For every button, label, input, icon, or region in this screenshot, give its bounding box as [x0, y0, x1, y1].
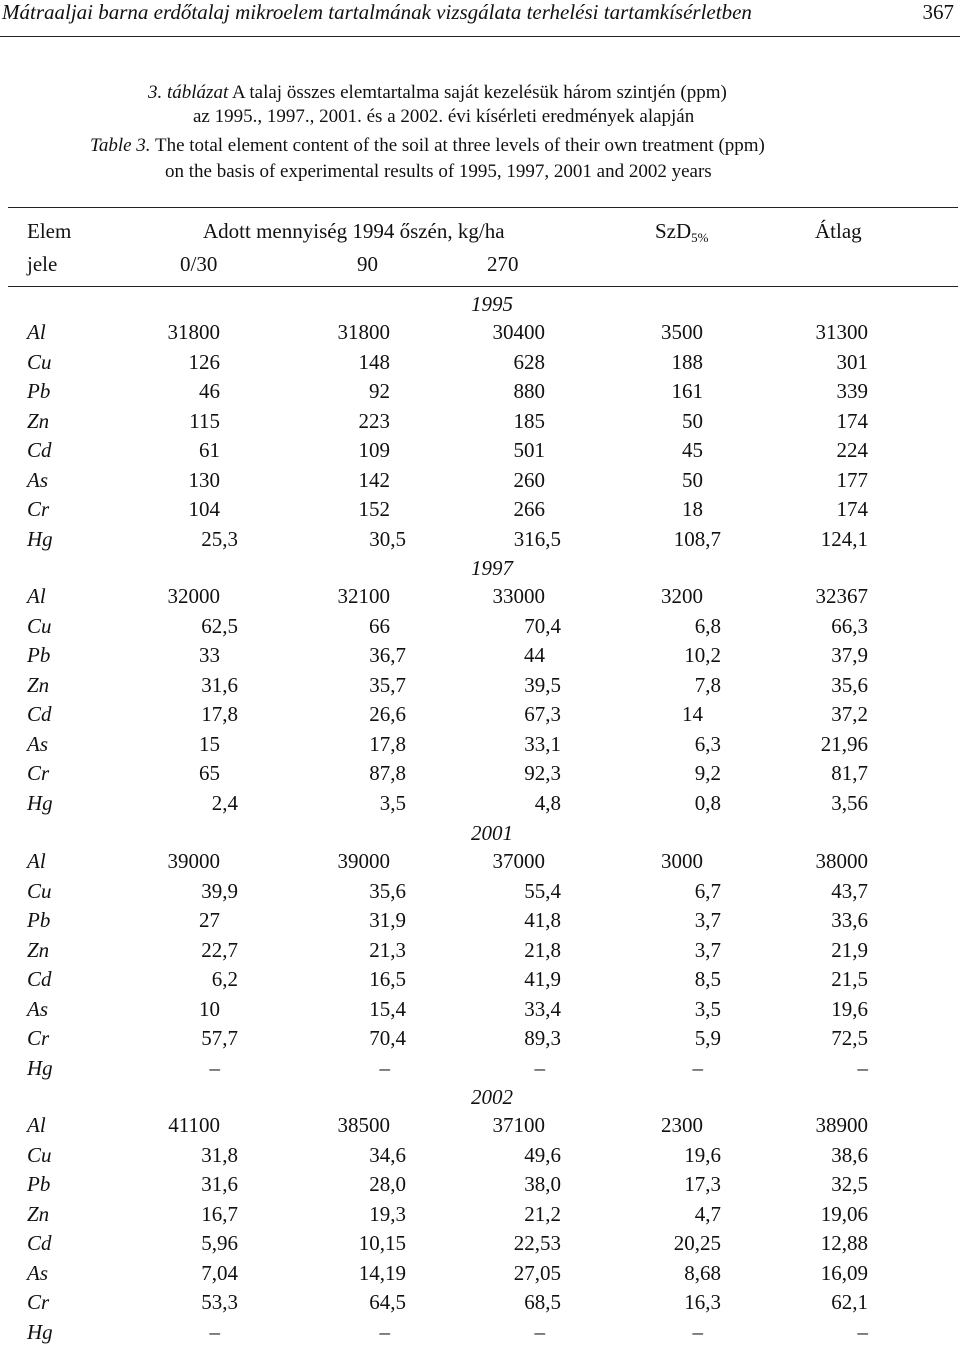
- element-symbol: Al: [27, 849, 46, 873]
- table-row: [0, 732, 960, 761]
- table-cell: 72,5: [831, 1026, 868, 1050]
- table-cell: 316,5: [513, 526, 561, 551]
- table-cell: 7,8: [694, 672, 721, 697]
- table-cell: 6,3: [694, 731, 721, 756]
- year-label: 1997: [471, 556, 513, 580]
- table-cell: 4,7: [694, 1201, 721, 1226]
- table-row: [0, 673, 960, 702]
- element-symbol: Zn: [27, 1201, 50, 1226]
- table-cell: 68,5: [524, 1290, 561, 1314]
- table-cell: 87,8: [369, 761, 406, 785]
- table-row: [0, 438, 960, 467]
- table-cell: 62,1: [831, 1290, 868, 1314]
- table-cell: –: [379, 1055, 390, 1080]
- table-cell: 19,06: [820, 1201, 868, 1226]
- caption-en-label: Table 3.: [90, 135, 151, 156]
- table-row: [0, 1113, 960, 1142]
- table-row: [0, 908, 960, 937]
- table-cell: 41100: [168, 1113, 220, 1137]
- table-cell: 4,8: [534, 790, 561, 815]
- table-cell: –: [534, 1319, 545, 1344]
- table-cell: 39,9: [201, 878, 238, 903]
- table-cell: 3,7: [694, 937, 721, 962]
- element-symbol: Al: [27, 1113, 46, 1137]
- element-symbol: As: [27, 1260, 48, 1285]
- table-cell: 104: [188, 497, 220, 521]
- table-cell: 124,1: [820, 526, 868, 551]
- element-symbol: Cr: [27, 497, 50, 521]
- table-cell: 16,5: [369, 967, 406, 991]
- table-cell: 21,96: [820, 731, 868, 756]
- table-cell: 8,68: [684, 1260, 721, 1285]
- element-symbol: Cu: [27, 349, 52, 374]
- element-symbol: Al: [27, 584, 46, 608]
- table-cell: 17,8: [369, 731, 406, 756]
- table-cell: 38,6: [831, 1142, 868, 1167]
- table-cell: 6,7: [694, 878, 721, 903]
- table-cell: 92: [369, 379, 390, 403]
- table-cell: 17,8: [201, 702, 238, 726]
- table-row: [0, 967, 960, 996]
- table-cell: –: [692, 1055, 703, 1080]
- table-row: [0, 938, 960, 967]
- table-row: [0, 1202, 960, 1231]
- table-cell: 109: [358, 438, 390, 462]
- table-cell: 39000: [167, 849, 220, 873]
- table-row: [0, 350, 960, 379]
- table-header-rule: [8, 286, 958, 287]
- table-cell: 12,88: [820, 1231, 868, 1255]
- element-symbol: Pb: [27, 1172, 51, 1196]
- col-header-level-2: 270: [487, 252, 519, 276]
- element-symbol: Hg: [27, 790, 53, 815]
- table-cell: 3,5: [379, 790, 406, 815]
- table-cell: 31,8: [201, 1142, 238, 1167]
- element-symbol: Hg: [27, 1055, 53, 1080]
- table-cell: 22,7: [201, 937, 238, 962]
- element-symbol: As: [27, 731, 48, 756]
- table-cell: 38900: [815, 1113, 868, 1137]
- table-cell: 3500: [661, 320, 703, 344]
- element-symbol: Hg: [27, 526, 53, 551]
- running-header: [0, 0, 960, 37]
- table-row: [0, 761, 960, 790]
- col-header-jele: jele: [27, 252, 58, 276]
- element-symbol: Cd: [27, 438, 52, 462]
- table-row: [0, 468, 960, 497]
- col-header-szd-text: SzD: [655, 219, 692, 243]
- table-cell: 66: [369, 613, 390, 638]
- table-row: [0, 791, 960, 820]
- table-row: [0, 320, 960, 349]
- table-cell: 3,56: [831, 790, 868, 815]
- table-cell: 37,9: [831, 643, 868, 667]
- table-cell: 53,3: [201, 1290, 238, 1314]
- table-cell: 46: [199, 379, 220, 403]
- table-cell: 61: [199, 438, 220, 462]
- element-symbol: As: [27, 996, 48, 1021]
- table-cell: 10: [199, 996, 220, 1021]
- table-cell: 50: [682, 467, 703, 492]
- table-cell: –: [379, 1319, 390, 1344]
- caption-hu-line-2: az 1995., 1997., 2001. és a 2002. évi kísérleti eredmények alapján: [193, 106, 695, 127]
- table-row: [0, 849, 960, 878]
- caption-en-line-1: [90, 135, 765, 157]
- table-cell: 28,0: [369, 1172, 406, 1196]
- table-row: [0, 702, 960, 731]
- table-cell: 33: [199, 643, 220, 667]
- table-row: [0, 1261, 960, 1290]
- table-cell: 19,6: [684, 1142, 721, 1167]
- table-row: [0, 643, 960, 672]
- table-cell: 37,2: [831, 702, 868, 726]
- table-cell: 21,5: [831, 967, 868, 991]
- table-row: [0, 497, 960, 526]
- table-cell: 224: [836, 438, 868, 462]
- table-cell: 33,6: [831, 908, 868, 932]
- table-cell: 27: [199, 908, 220, 932]
- table-cell: –: [692, 1319, 703, 1344]
- table-cell: 32,5: [831, 1172, 868, 1196]
- table-cell: 38,0: [524, 1172, 561, 1196]
- table-cell: 115: [189, 408, 220, 433]
- table-cell: 5,96: [201, 1231, 238, 1255]
- year-label: 2002: [471, 1085, 513, 1109]
- table-cell: 33,4: [524, 996, 561, 1021]
- table-cell: 174: [836, 408, 868, 433]
- table-cell: 152: [358, 497, 390, 521]
- table-cell: –: [857, 1319, 868, 1344]
- table-cell: 70,4: [369, 1026, 406, 1050]
- element-symbol: Pb: [27, 908, 51, 932]
- table-cell: 44: [524, 643, 545, 667]
- table-cell: 31800: [337, 320, 390, 344]
- table-row: [0, 879, 960, 908]
- table-cell: 49,6: [524, 1142, 561, 1167]
- table-cell: 65: [199, 761, 220, 785]
- table-cell: 628: [513, 349, 545, 374]
- table-cell: 19,6: [831, 996, 868, 1021]
- table-cell: 16,09: [820, 1260, 868, 1285]
- element-symbol: Cr: [27, 1290, 50, 1314]
- caption-en-line-2: on the basis of experimental results of 1995, 1997, 2001 and 2002 years: [165, 161, 712, 182]
- table-cell: 14: [682, 702, 703, 726]
- table-cell: 3,5: [694, 996, 721, 1021]
- table-cell: 32367: [815, 584, 868, 608]
- table-cell: 260: [513, 467, 545, 492]
- table-cell: 30,5: [369, 526, 406, 551]
- table-row: [0, 1056, 960, 1085]
- table-cell: 223: [358, 408, 390, 433]
- table-cell: 108,7: [673, 526, 721, 551]
- table-cell: 33000: [492, 584, 545, 608]
- table-cell: 67,3: [524, 702, 561, 726]
- table-cell: 3200: [661, 584, 703, 608]
- table-cell: 15: [199, 731, 220, 756]
- element-symbol: Zn: [27, 672, 50, 697]
- table-cell: 21,2: [524, 1201, 561, 1226]
- table-cell: 2,4: [211, 790, 238, 815]
- table-row: [0, 1172, 960, 1201]
- table-cell: 148: [358, 349, 390, 374]
- table-cell: 81,7: [831, 761, 868, 785]
- table-cell: 3000: [661, 849, 703, 873]
- element-symbol: As: [27, 467, 48, 492]
- table-cell: 37100: [492, 1113, 545, 1137]
- table-cell: 10,2: [684, 643, 721, 667]
- table-cell: 39000: [337, 849, 390, 873]
- table-cell: 50: [682, 408, 703, 433]
- table-cell: 30400: [492, 320, 545, 344]
- element-symbol: Pb: [27, 643, 51, 667]
- table-cell: 0,8: [694, 790, 721, 815]
- table-cell: 142: [358, 467, 390, 492]
- table-cell: 35,7: [369, 672, 406, 697]
- year-label: 1995: [471, 292, 513, 316]
- table-cell: 37000: [492, 849, 545, 873]
- table-cell: 38000: [815, 849, 868, 873]
- table-cell: –: [209, 1055, 220, 1080]
- caption-en-text-1: The total element content of the soil at three levels of their own treatment (ppm): [154, 135, 765, 156]
- table-cell: 21,3: [369, 937, 406, 962]
- table-cell: 21,8: [524, 937, 561, 962]
- table-row: [0, 1143, 960, 1172]
- table-row: [0, 1026, 960, 1055]
- table-cell: 15,4: [369, 996, 406, 1021]
- table-cell: 31,9: [369, 908, 406, 932]
- table-cell: 39,5: [524, 672, 561, 697]
- table-cell: 501: [513, 438, 545, 462]
- col-header-elem: Elem: [27, 219, 72, 243]
- table-cell: 14,19: [358, 1260, 406, 1285]
- element-symbol: Cd: [27, 967, 52, 991]
- table-cell: 43,7: [831, 878, 868, 903]
- table-cell: 33,1: [524, 731, 561, 756]
- table-cell: 45: [682, 438, 703, 462]
- element-symbol: Cu: [27, 878, 52, 903]
- caption-hu-line-1: [148, 82, 727, 104]
- table-cell: 34,6: [369, 1142, 406, 1167]
- table-cell: 188: [671, 349, 703, 374]
- col-header-atlag: Átlag: [815, 219, 862, 243]
- table-cell: 19,3: [369, 1201, 406, 1226]
- table-cell: 41,8: [524, 908, 561, 932]
- table-cell: 70,4: [524, 613, 561, 638]
- table-row: [0, 1231, 960, 1260]
- caption-hu-label: 3. táblázat: [148, 82, 229, 103]
- col-header-level-0: 0/30: [180, 252, 218, 276]
- table-cell: 20,25: [673, 1231, 721, 1255]
- table-cell: –: [857, 1055, 868, 1080]
- element-symbol: Zn: [27, 408, 50, 433]
- running-title: Mátraaljai barna erdőtalaj mikroelem tartalmának vizsgálata terhelési tartamkísérletben: [2, 0, 752, 24]
- table-cell: 126: [188, 349, 220, 374]
- element-symbol: Pb: [27, 379, 51, 403]
- table-cell: 10,15: [358, 1231, 406, 1255]
- table-cell: 185: [513, 408, 545, 433]
- table-cell: 880: [513, 379, 545, 403]
- table-cell: 6,2: [211, 967, 238, 991]
- col-header-szd-sub: 5%: [691, 230, 709, 245]
- table-cell: 17,3: [684, 1172, 721, 1196]
- col-header-adott: Adott mennyiség 1994 őszén, kg/ha: [203, 219, 505, 243]
- table-cell: 31,6: [201, 672, 238, 697]
- table-row: [0, 614, 960, 643]
- table-row: [0, 584, 960, 613]
- table-cell: 55,4: [524, 878, 561, 903]
- table-cell: 89,3: [524, 1026, 561, 1050]
- table-cell: 2300: [661, 1113, 703, 1137]
- table-row: [0, 527, 960, 556]
- table-cell: 177: [836, 467, 868, 492]
- element-symbol: Hg: [27, 1319, 53, 1344]
- table-cell: 26,6: [369, 702, 406, 726]
- element-symbol: Cd: [27, 1231, 52, 1255]
- table-cell: 161: [671, 379, 703, 403]
- table-cell: 16,7: [201, 1201, 238, 1226]
- table-cell: 31,6: [201, 1172, 238, 1196]
- table-cell: 25,3: [201, 526, 238, 551]
- table-cell: 31300: [815, 320, 868, 344]
- table-cell: 57,7: [201, 1026, 238, 1050]
- table-top-rule: [8, 207, 958, 208]
- element-symbol: Cr: [27, 761, 50, 785]
- table-row: [0, 1320, 960, 1349]
- year-label: 2001: [471, 821, 513, 845]
- table-cell: 38500: [337, 1113, 390, 1137]
- table-cell: 22,53: [513, 1231, 561, 1255]
- table-row: [0, 379, 960, 408]
- page-number: 367: [922, 0, 954, 24]
- table-cell: 301: [836, 349, 868, 374]
- table-cell: 6,8: [694, 613, 721, 638]
- table-cell: 27,05: [513, 1260, 561, 1285]
- element-symbol: Cu: [27, 613, 52, 638]
- table-row: [0, 409, 960, 438]
- table-cell: 9,2: [694, 761, 721, 785]
- table-cell: 16,3: [684, 1290, 721, 1314]
- table-cell: 66,3: [831, 613, 868, 638]
- caption-hu-text-1: A talaj összes elemtartalma saját kezelésük három szintjén (ppm): [231, 82, 727, 103]
- table-cell: 32000: [167, 584, 220, 608]
- table-cell: 5,9: [694, 1026, 721, 1050]
- col-header-level-1: 90: [357, 252, 378, 276]
- table-cell: 3,7: [694, 908, 721, 932]
- table-cell: 8,5: [694, 967, 721, 991]
- table-cell: 21,9: [831, 937, 868, 962]
- table-cell: 32100: [337, 584, 390, 608]
- table-cell: 130: [188, 467, 220, 492]
- table-cell: 35,6: [369, 878, 406, 903]
- table-cell: –: [209, 1319, 220, 1344]
- table-row: [0, 997, 960, 1026]
- table-cell: 41,9: [524, 967, 561, 991]
- table-cell: 174: [836, 497, 868, 521]
- table-cell: 266: [513, 497, 545, 521]
- element-symbol: Cu: [27, 1142, 52, 1167]
- table-cell: 339: [836, 379, 868, 403]
- table-cell: 31800: [167, 320, 220, 344]
- element-symbol: Zn: [27, 937, 50, 962]
- element-symbol: Al: [27, 320, 46, 344]
- table-cell: 18: [682, 497, 703, 521]
- table-cell: 62,5: [201, 613, 238, 638]
- table-cell: 36,7: [369, 643, 406, 667]
- table-cell: 92,3: [524, 761, 561, 785]
- element-symbol: Cd: [27, 702, 52, 726]
- table-cell: 64,5: [369, 1290, 406, 1314]
- col-header-szd: [655, 219, 709, 246]
- table-row: [0, 1290, 960, 1319]
- element-symbol: Cr: [27, 1026, 50, 1050]
- table-cell: 7,04: [201, 1260, 238, 1285]
- table-cell: –: [534, 1055, 545, 1080]
- table-cell: 35,6: [831, 672, 868, 697]
